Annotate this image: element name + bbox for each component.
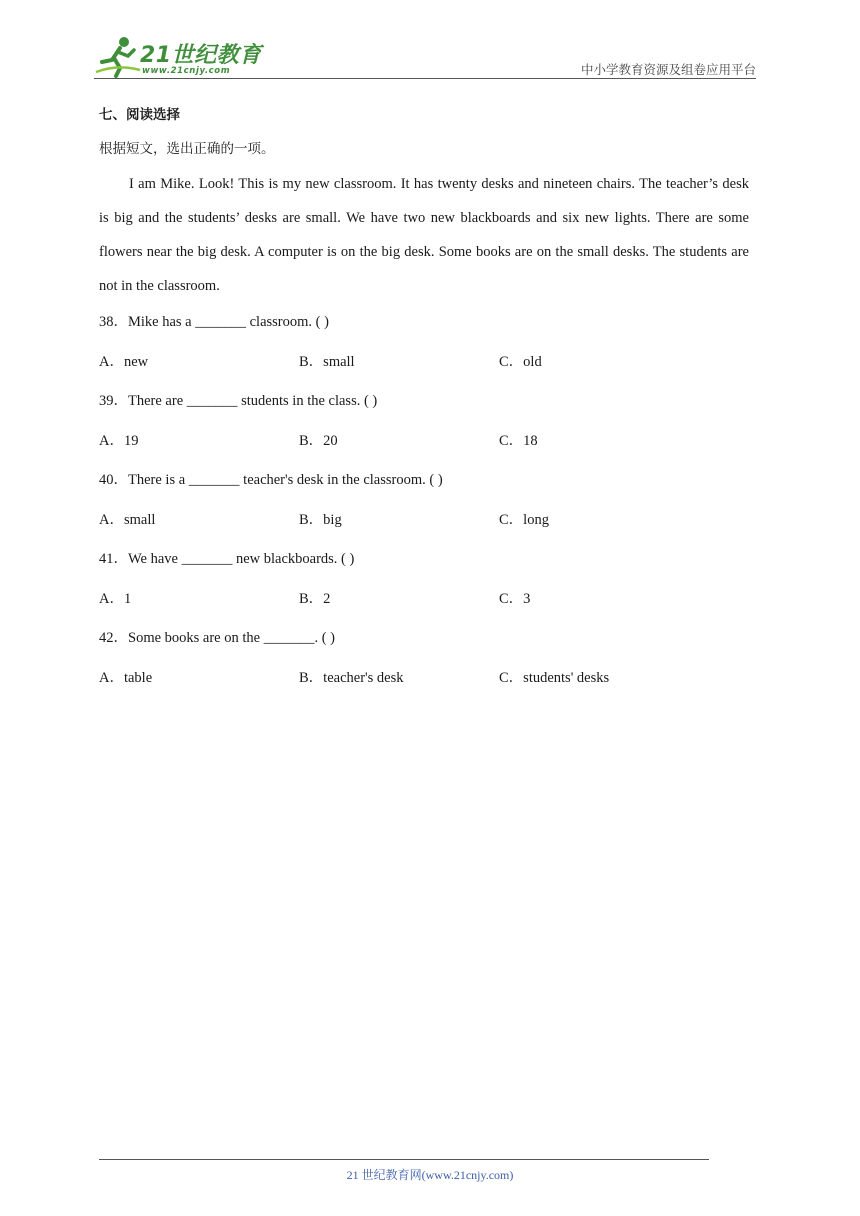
- header-divider: [94, 78, 756, 79]
- option-b: B．teacher's desk: [299, 669, 404, 686]
- option-b: B．small: [299, 353, 355, 370]
- option-a: A．19: [99, 432, 139, 449]
- option-b: B．20: [299, 432, 338, 449]
- question-42: [99, 619, 749, 698]
- question-stem: 42．Some books are on the _______. ( ): [99, 630, 335, 646]
- question-41: [99, 540, 749, 619]
- logo-url: www.21cnjy.com: [142, 66, 231, 76]
- question-38: [99, 303, 749, 382]
- question-39: [99, 382, 749, 461]
- reading-passage: I am Mike. Look! This is my new classroom. It has twenty desks and nineteen chairs. The teacher’s desk is big and the students’ desks are small. We have two new blackboards and six new lights. There are some flowers near the big desk. A computer is on the big desk. Some books are on the small desks. The students are not in the classroom.: [99, 176, 749, 294]
- exercise-content: [99, 102, 749, 698]
- option-c: C．long: [499, 511, 549, 528]
- option-b: B．2: [299, 590, 331, 607]
- option-c: C．18: [499, 432, 538, 449]
- page-header: [94, 30, 756, 80]
- question-stem: 41．We have _______ new blackboards. ( ): [99, 551, 355, 567]
- option-a: A．small: [99, 511, 156, 528]
- answer-options: [99, 422, 749, 462]
- runner-logo-icon: [94, 34, 142, 78]
- question-stem: 38．Mike has a _______ classroom. ( ): [99, 314, 329, 330]
- answer-options: [99, 659, 749, 699]
- platform-name: 中小学教育资源及组卷应用平台: [580, 62, 756, 77]
- option-b: B．big: [299, 511, 342, 528]
- logo-wordmark: 21世纪教育: [140, 43, 262, 68]
- answer-options: [99, 343, 749, 383]
- option-a: A．1: [99, 590, 132, 607]
- option-c: C．3: [499, 590, 531, 607]
- option-c: C．students' desks: [499, 669, 610, 686]
- section-instructions: 根据短文，选出正确的一项。: [99, 141, 275, 157]
- option-a: A．table: [99, 669, 153, 686]
- question-stem: 39．There are _______ students in the class. ( ): [99, 393, 378, 409]
- answer-options: [99, 580, 749, 620]
- answer-options: [99, 501, 749, 541]
- footer-divider: [99, 1159, 709, 1160]
- footer-link[interactable]: 21 世纪教育网(www.21cnjy.com): [346, 1168, 514, 1182]
- section-title: 七、阅读选择: [99, 107, 180, 123]
- option-a: A．new: [99, 353, 149, 370]
- question-stem: 40．There is a _______ teacher's desk in the classroom. ( ): [99, 472, 443, 488]
- site-logo: [94, 34, 264, 78]
- option-c: C．old: [499, 353, 542, 370]
- question-40: [99, 461, 749, 540]
